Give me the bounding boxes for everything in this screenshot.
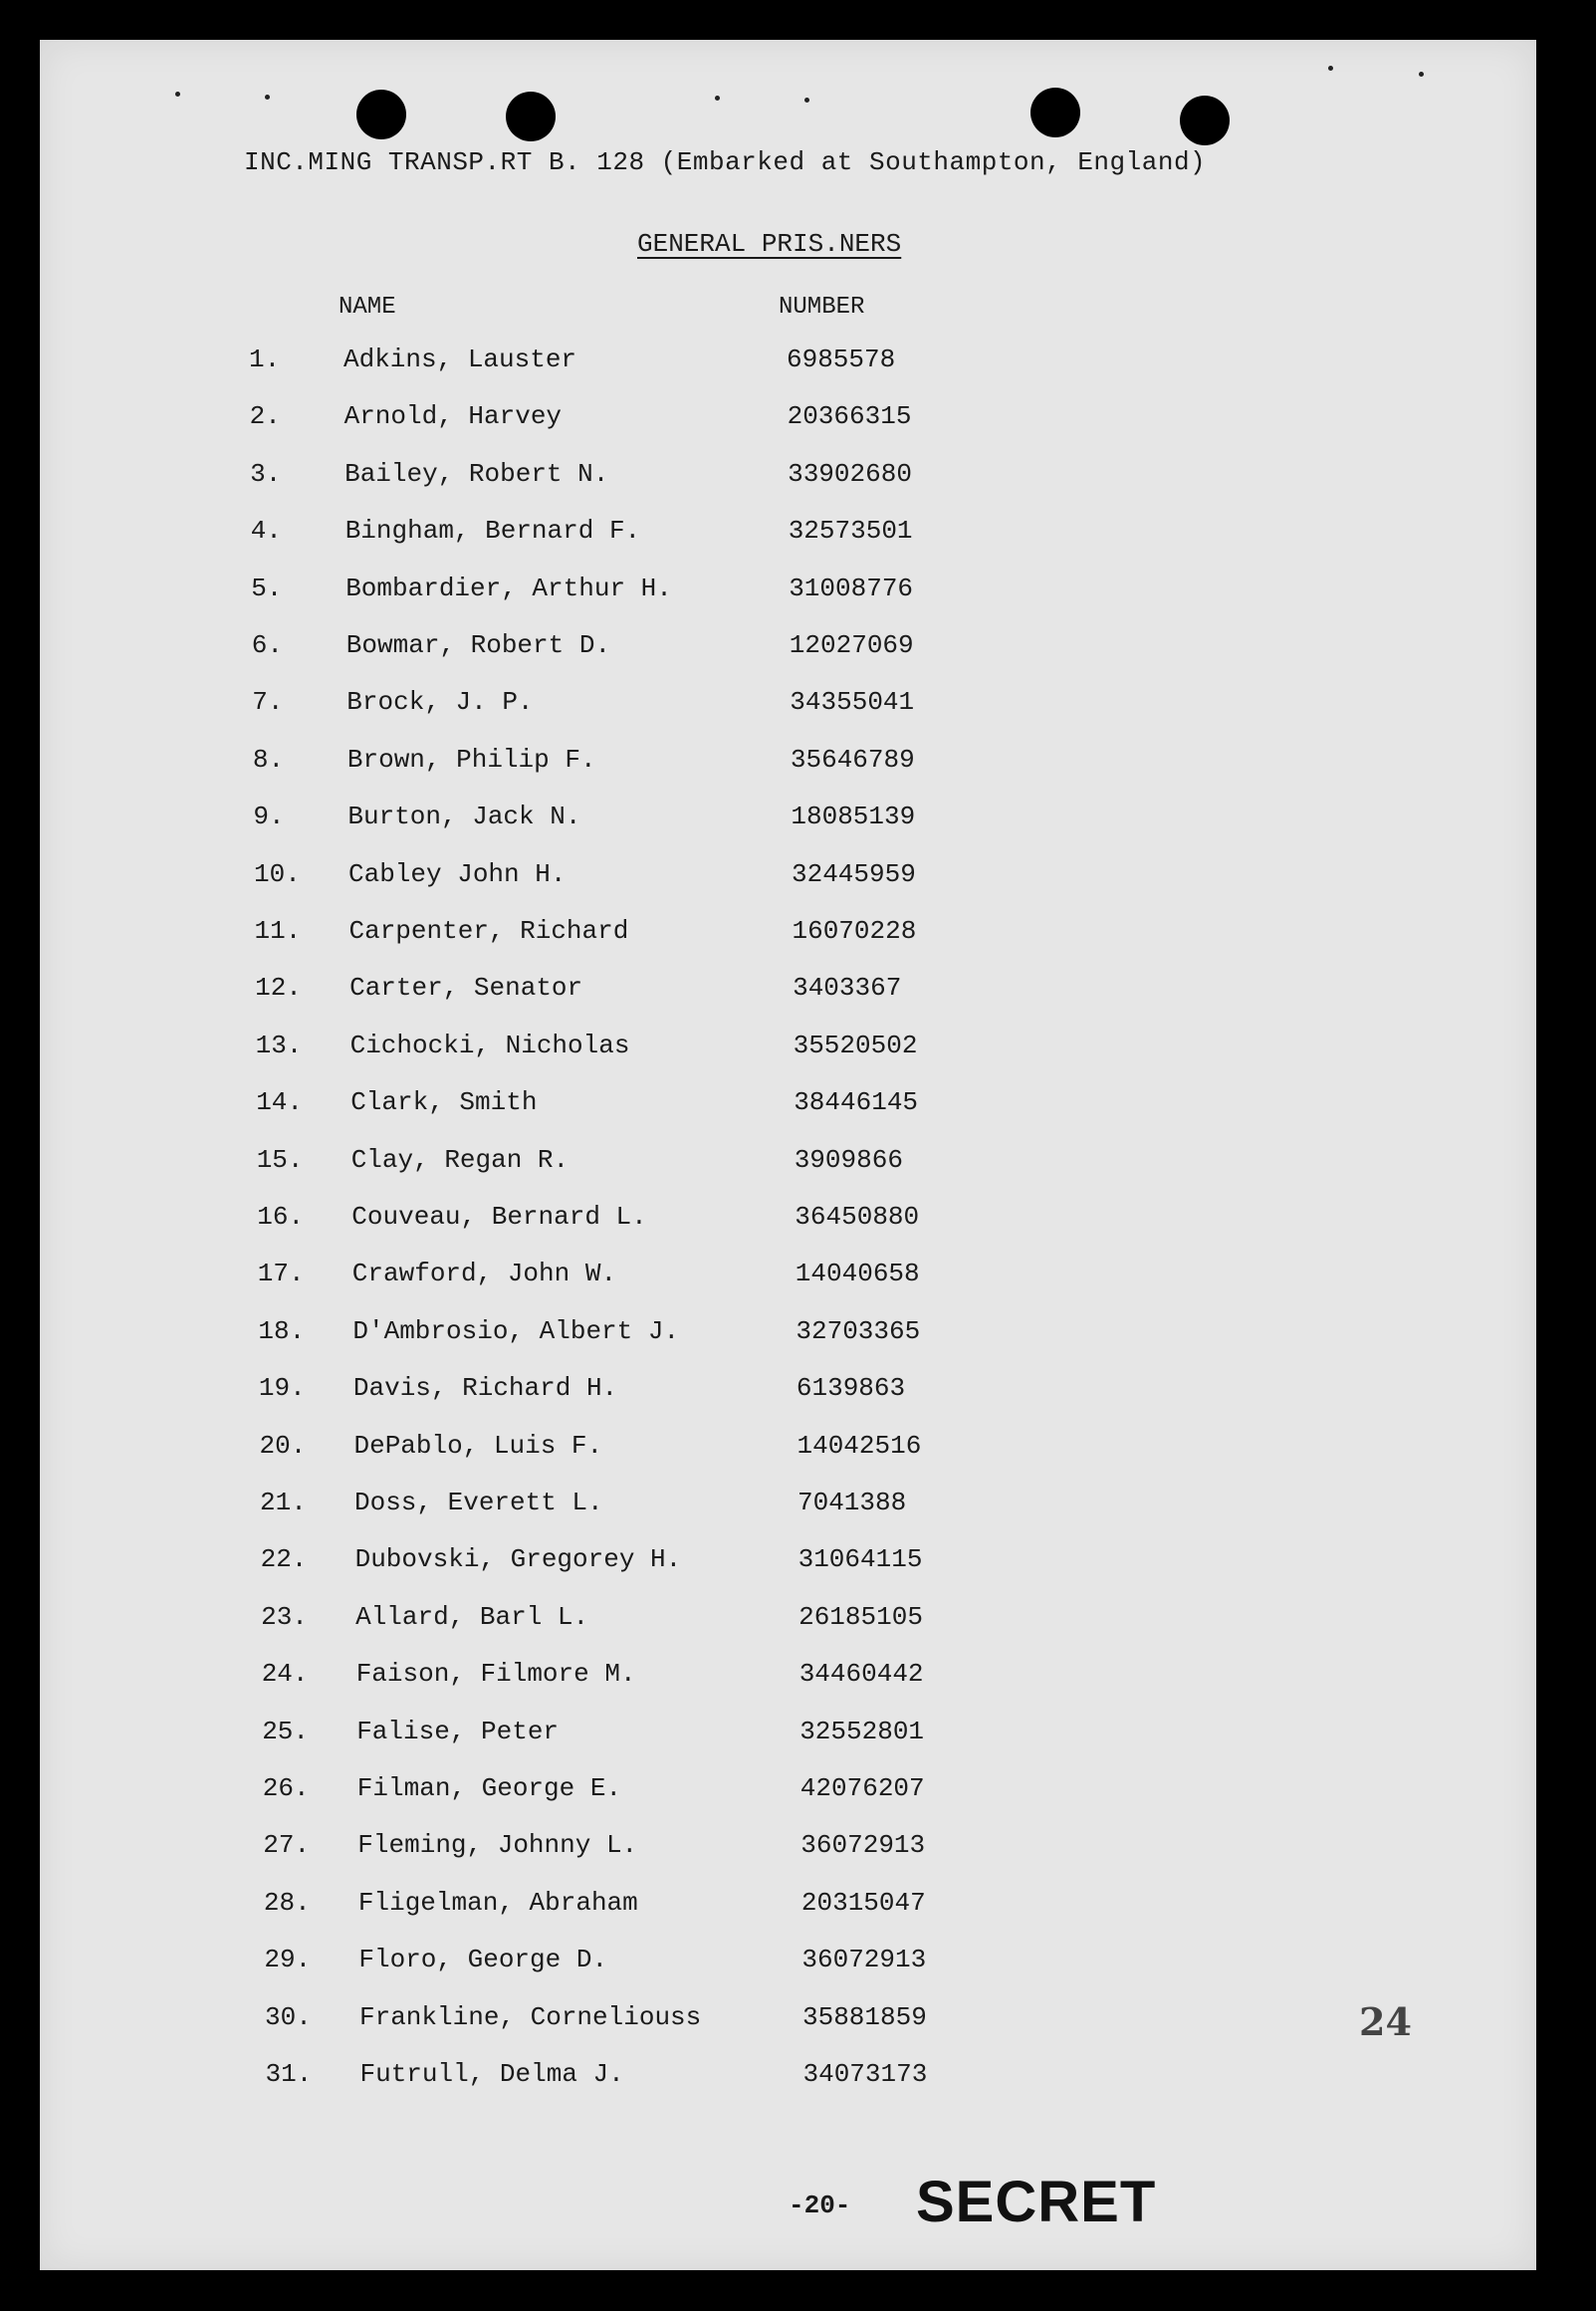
list-item <box>40 345 1536 384</box>
prisoner-number: 6139863 <box>796 1373 906 1404</box>
prisoner-name: Couveau, Bernard L. <box>351 1202 647 1232</box>
row-index: 18. <box>258 1315 306 1346</box>
row-index: 11. <box>254 916 302 946</box>
list-item <box>55 1888 1551 1928</box>
prisoner-number: 6985578 <box>787 345 896 374</box>
prisoner-name: Faison, Filmore M. <box>355 1659 636 1690</box>
list-item <box>47 1087 1543 1127</box>
row-index: 20. <box>259 1430 307 1461</box>
prisoner-name: Davis, Richard H. <box>352 1373 618 1404</box>
list-item <box>48 1145 1544 1185</box>
list-item <box>53 1717 1549 1756</box>
prisoner-number: 3909866 <box>794 1144 903 1175</box>
prisoner-list <box>40 40 1536 2270</box>
list-item <box>44 802 1540 841</box>
list-item <box>51 1431 1547 1471</box>
row-index: 4. <box>250 516 282 547</box>
row-index: 22. <box>260 1544 308 1575</box>
prisoner-name: Futrull, Delma J. <box>359 2059 624 2089</box>
row-index: 8. <box>252 744 285 775</box>
prisoner-number: 34073173 <box>802 2059 928 2089</box>
prisoner-name: Carpenter, Richard <box>348 916 629 946</box>
list-item <box>54 1830 1550 1870</box>
prisoner-name: Adkins, Lauster <box>343 345 577 374</box>
prisoner-number: 38446145 <box>794 1087 919 1118</box>
prisoner-name: Crawford, John W. <box>351 1259 617 1289</box>
prisoner-number: 36072913 <box>801 1945 927 1975</box>
section-title: GENERAL PRIS.NERS <box>637 229 902 259</box>
prisoner-number: 32703365 <box>796 1315 921 1346</box>
prisoner-number: 3403367 <box>793 973 902 1004</box>
transport-header: INC.MING TRANSP.RT B. 128 (Embarked at Southampton, England) <box>244 147 1207 177</box>
list-item <box>49 1316 1545 1356</box>
prisoner-number: 7041388 <box>798 1488 907 1517</box>
list-item <box>55 1945 1551 1984</box>
row-index: 29. <box>264 1945 312 1975</box>
list-item <box>42 516 1538 556</box>
list-item <box>47 1031 1543 1070</box>
prisoner-number: 36450880 <box>795 1202 920 1232</box>
row-index: 3. <box>250 458 282 489</box>
row-index: 30. <box>265 2001 312 2032</box>
prisoner-number: 36072913 <box>800 1830 926 1861</box>
row-index: 31. <box>265 2059 313 2089</box>
prisoner-number: 31064115 <box>798 1544 923 1575</box>
row-index: 25. <box>262 1716 310 1746</box>
prisoner-name: Dubovski, Gregorey H. <box>354 1544 682 1575</box>
list-item <box>48 1202 1544 1242</box>
row-index: 17. <box>257 1259 305 1289</box>
row-index: 12. <box>255 973 302 1004</box>
prisoner-name: Brock, J. P. <box>346 687 534 718</box>
prisoner-number: 20366315 <box>787 401 912 432</box>
list-item <box>49 1259 1545 1298</box>
list-item <box>52 1602 1548 1642</box>
list-item <box>53 1659 1549 1699</box>
prisoner-number: 16070228 <box>792 916 917 946</box>
prisoner-number: 32552801 <box>799 1716 925 1746</box>
list-item <box>46 916 1542 956</box>
prisoner-name: Clark, Smith <box>350 1087 538 1118</box>
prisoner-number: 26185105 <box>798 1601 923 1632</box>
list-item <box>57 2059 1553 2099</box>
column-header-name: NAME <box>339 294 396 321</box>
row-index: 23. <box>261 1601 308 1632</box>
prisoner-name: Allard, Barl L. <box>355 1601 589 1632</box>
list-item <box>46 973 1542 1013</box>
list-item <box>41 459 1537 499</box>
row-index: 6. <box>251 630 284 660</box>
prisoner-name: Bailey, Robert N. <box>344 458 609 489</box>
row-index: 5. <box>251 573 283 603</box>
page-marker: 24 <box>1359 1999 1412 2044</box>
list-item <box>52 1544 1548 1584</box>
row-index: 21. <box>260 1488 307 1517</box>
list-item <box>44 745 1540 785</box>
row-index: 15. <box>256 1144 304 1175</box>
prisoner-number: 35881859 <box>802 2001 927 2032</box>
row-index: 16. <box>257 1202 305 1232</box>
row-index: 1. <box>249 345 281 374</box>
row-index: 27. <box>263 1830 311 1861</box>
list-item <box>45 859 1541 899</box>
prisoner-number: 32573501 <box>788 516 913 547</box>
list-item <box>51 1488 1547 1527</box>
prisoner-number: 32445959 <box>792 858 916 889</box>
prisoner-number: 35646789 <box>790 744 915 775</box>
prisoner-name: Doss, Everett L. <box>354 1488 603 1517</box>
page-number: -20- <box>789 2191 851 2220</box>
prisoner-name: Arnold, Harvey <box>343 401 563 432</box>
prisoner-name: Cabley John H. <box>348 858 567 889</box>
row-index: 9. <box>253 802 285 832</box>
prisoner-name: D'Ambrosio, Albert J. <box>352 1315 680 1346</box>
prisoner-number: 18085139 <box>791 802 916 832</box>
row-index: 14. <box>256 1087 304 1118</box>
prisoner-number: 20315047 <box>800 1887 926 1918</box>
list-item <box>43 687 1539 727</box>
prisoner-name: Filman, George E. <box>356 1773 622 1803</box>
prisoner-number: 34460442 <box>798 1659 924 1690</box>
document-page <box>40 40 1536 2270</box>
list-item <box>43 630 1539 670</box>
prisoner-number: 42076207 <box>799 1773 925 1803</box>
row-index: 19. <box>258 1373 306 1404</box>
classification-stamp: SECRET <box>916 2170 1157 2234</box>
prisoner-name: Frankline, Corneliouss <box>359 2001 702 2032</box>
prisoner-number: 34355041 <box>790 687 915 718</box>
row-index: 10. <box>254 858 301 889</box>
prisoner-number: 35520502 <box>793 1030 918 1060</box>
prisoner-name: Bowmar, Robert D. <box>345 630 611 660</box>
list-item <box>50 1373 1546 1413</box>
prisoner-name: Cichocki, Nicholas <box>349 1030 630 1060</box>
prisoner-name: DePablo, Luis F. <box>353 1430 603 1461</box>
prisoner-number: 33902680 <box>788 458 912 489</box>
prisoner-name: Floro, George D. <box>358 1945 608 1975</box>
column-header-number: NUMBER <box>779 294 865 321</box>
prisoner-name: Bingham, Bernard F. <box>344 516 641 547</box>
list-item <box>41 401 1537 441</box>
row-index: 28. <box>263 1887 311 1918</box>
prisoner-number: 14040658 <box>795 1259 920 1289</box>
prisoner-name: Brown, Philip F. <box>346 744 596 775</box>
prisoner-name: Clay, Regan R. <box>350 1144 570 1175</box>
list-item <box>42 574 1538 613</box>
row-index: 24. <box>261 1659 309 1690</box>
row-index: 2. <box>249 401 281 432</box>
row-index: 7. <box>252 687 284 718</box>
row-index: 13. <box>255 1030 303 1060</box>
prisoner-number: 14042516 <box>797 1430 922 1461</box>
prisoner-number: 31008776 <box>789 573 914 603</box>
list-item <box>54 1773 1550 1813</box>
row-index: 26. <box>262 1773 310 1803</box>
prisoner-name: Falise, Peter <box>356 1716 560 1746</box>
prisoner-name: Fleming, Johnny L. <box>357 1830 638 1861</box>
prisoner-number: 12027069 <box>789 630 914 660</box>
prisoner-name: Carter, Senator <box>349 973 583 1004</box>
list-item <box>56 2002 1552 2042</box>
prisoner-name: Bombardier, Arthur H. <box>345 573 672 603</box>
prisoner-name: Burton, Jack N. <box>347 802 581 832</box>
prisoner-name: Fligelman, Abraham <box>357 1887 638 1918</box>
